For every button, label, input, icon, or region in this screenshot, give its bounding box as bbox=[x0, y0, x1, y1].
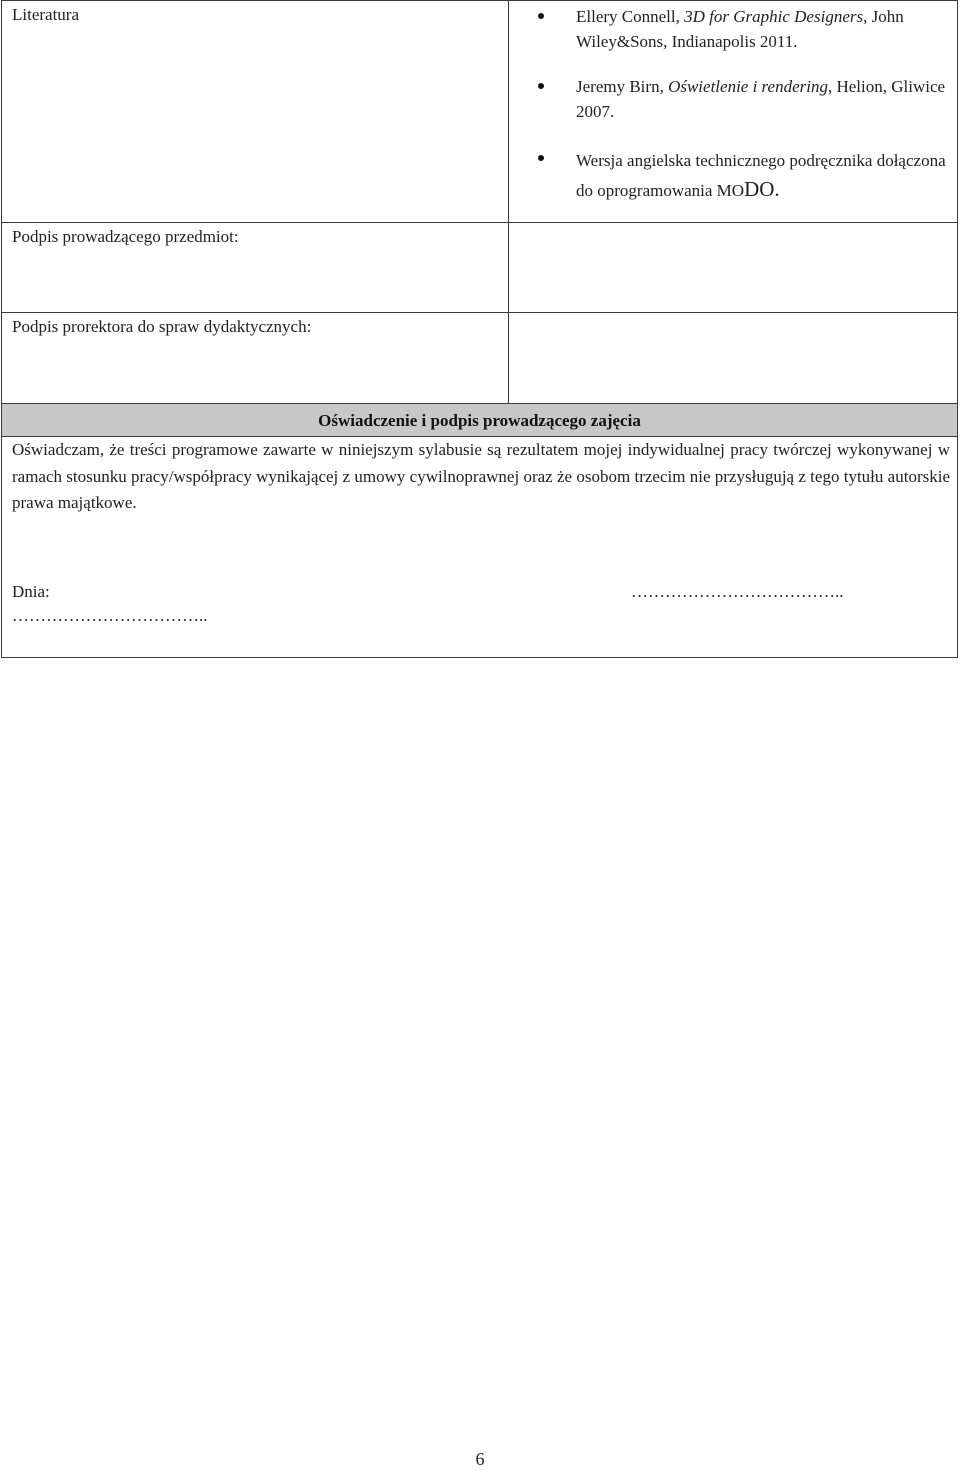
prorector-signature-row bbox=[2, 313, 957, 404]
literature-item-text: Wersja angielska technicznego podręcznika dołączona do oprogramowania MODO. bbox=[576, 151, 946, 201]
literature-row bbox=[2, 1, 957, 223]
page-number: 6 bbox=[475, 1449, 485, 1469]
literature-item-text: Jeremy Birn, Oświetlenie i rendering, Helion, Gliwice 2007. bbox=[576, 77, 946, 121]
lecturer-signature-label: Podpis prowadzącego przedmiot: bbox=[12, 227, 239, 246]
signature-placeholder: ……………………………….. bbox=[631, 582, 844, 601]
column-divider bbox=[508, 223, 509, 312]
statement-heading: Oświadczenie i podpis prowadzącego zajęcia bbox=[2, 404, 957, 437]
column-divider bbox=[508, 1, 509, 222]
literature-label: Literatura bbox=[12, 5, 80, 24]
lecturer-signature-row bbox=[2, 223, 957, 313]
literature-item-text: Ellery Connell, 3D for Graphic Designers, John Wiley&Sons, Indianapolis 2011. bbox=[576, 7, 904, 51]
bullet-icon bbox=[538, 155, 544, 161]
bullet-icon bbox=[538, 13, 544, 19]
column-divider bbox=[508, 313, 509, 403]
bullet-icon bbox=[538, 83, 544, 89]
date-label: Dnia: bbox=[12, 582, 50, 601]
syllabus-table bbox=[1, 0, 958, 658]
date-placeholder: …………………………….. bbox=[12, 606, 208, 625]
statement-text: Oświadczam, że treści programowe zawarte w niniejszym sylabusie są rezultatem mojej indywidualnej pracy twórczej wykonywanej w ramach stosunku pracy/współpracy wynikającej z umowy cywilnoprawnej oraz że osobom trzecim nie przysługują z tego tytułu autorskie prawa majątkowe. bbox=[12, 440, 950, 512]
prorector-signature-label: Podpis prorektora do spraw dydaktycznych: bbox=[12, 317, 312, 336]
